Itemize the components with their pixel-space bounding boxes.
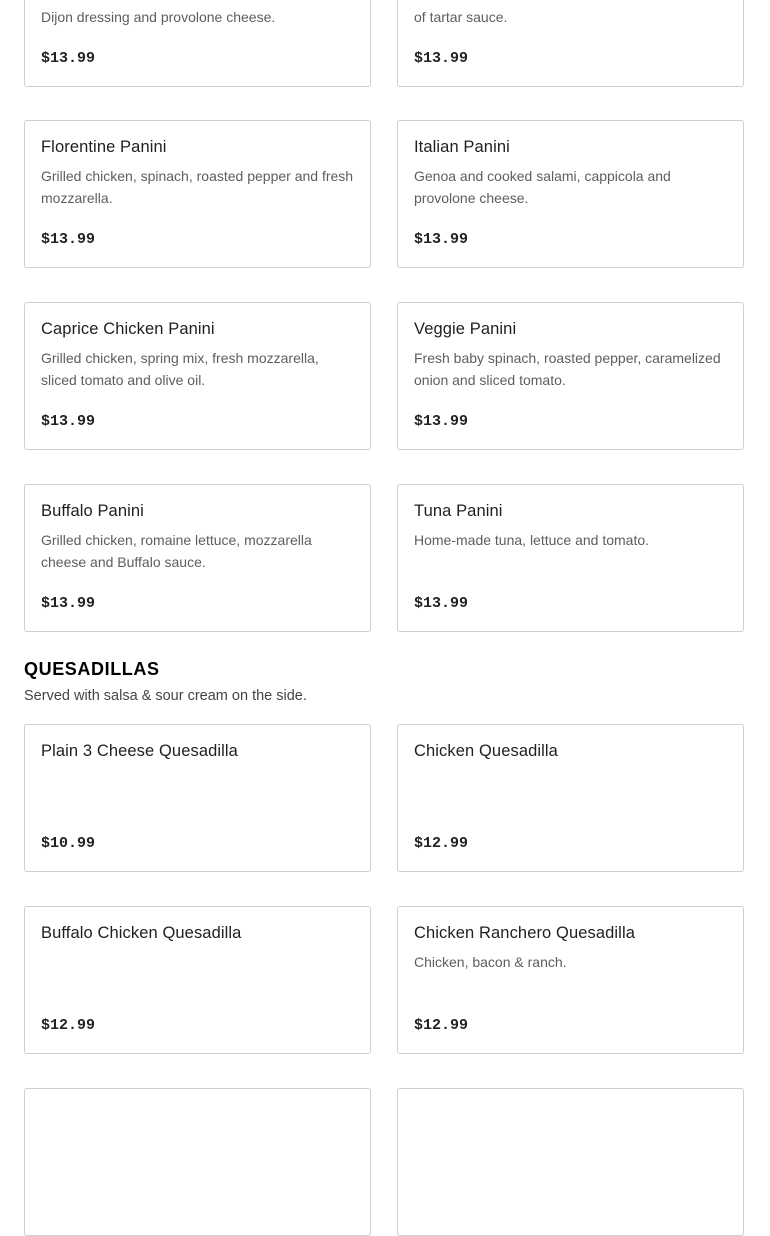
menu-item-description: Grilled chicken, spinach, roasted pepper and fresh mozzarella. bbox=[41, 168, 354, 206]
menu-item-name: Veggie Panini bbox=[414, 320, 517, 338]
menu-item-price: $13.99 bbox=[414, 595, 469, 612]
menu-item-name: Italian Panini bbox=[414, 138, 510, 156]
menu-item-description: Chicken, bacon & ranch. bbox=[414, 954, 567, 970]
menu-item-description: Dijon dressing and provolone cheese. bbox=[41, 9, 276, 25]
menu-item-description: of tartar sauce. bbox=[414, 9, 508, 25]
menu-item-card[interactable] bbox=[24, 1088, 371, 1236]
menu-item-card[interactable] bbox=[24, 724, 371, 872]
menu-item-card[interactable] bbox=[397, 906, 744, 1054]
menu-item-card[interactable] bbox=[397, 1088, 744, 1236]
menu-item-card[interactable] bbox=[24, 484, 371, 632]
menu-item-card[interactable] bbox=[24, 906, 371, 1054]
menu-item-card[interactable] bbox=[397, 0, 744, 87]
menu-item-card[interactable] bbox=[24, 120, 371, 268]
menu-item-price: $12.99 bbox=[414, 835, 469, 852]
menu-item-name: Chicken Quesadilla bbox=[414, 742, 558, 760]
menu-item-price: $13.99 bbox=[41, 231, 96, 248]
menu-item-card[interactable] bbox=[397, 302, 744, 450]
menu-item-price: $13.99 bbox=[414, 50, 469, 67]
menu-item-card[interactable] bbox=[24, 302, 371, 450]
menu-item-description: Genoa and cooked salami, cappicola and provolone cheese. bbox=[414, 168, 671, 206]
menu-item-name: Tuna Panini bbox=[414, 502, 503, 520]
menu-item-description: Fresh baby spinach, roasted pepper, caramelized onion and sliced tomato. bbox=[414, 350, 721, 388]
menu-item-card[interactable] bbox=[397, 484, 744, 632]
menu-item-price: $13.99 bbox=[41, 595, 96, 612]
menu-item-name: Chicken Ranchero Quesadilla bbox=[414, 924, 635, 942]
menu-item-description: Home-made tuna, lettuce and tomato. bbox=[414, 532, 650, 548]
section-subtitle: Served with salsa & sour cream on the side. bbox=[24, 688, 307, 704]
menu-item-price: $13.99 bbox=[41, 413, 96, 430]
menu-item-name: Florentine Panini bbox=[41, 138, 167, 156]
menu-item-description: Grilled chicken, romaine lettuce, mozzarella cheese and Buffalo sauce. bbox=[41, 532, 312, 570]
menu-item-price: $13.99 bbox=[414, 413, 469, 430]
menu-item-price: $13.99 bbox=[414, 231, 469, 248]
menu-item-card[interactable] bbox=[24, 0, 371, 87]
menu-item-price: $10.99 bbox=[41, 835, 96, 852]
menu-item-name: Plain 3 Cheese Quesadilla bbox=[41, 742, 238, 760]
menu-item-description: Grilled chicken, spring mix, fresh mozzarella, sliced tomato and olive oil. bbox=[41, 350, 319, 388]
menu-item-name: Caprice Chicken Panini bbox=[41, 320, 215, 338]
menu-item-card[interactable] bbox=[397, 120, 744, 268]
menu-item-name: Buffalo Panini bbox=[41, 502, 144, 520]
menu-item-card[interactable] bbox=[397, 724, 744, 872]
menu-item-price: $12.99 bbox=[414, 1017, 469, 1034]
menu-item-name: Buffalo Chicken Quesadilla bbox=[41, 924, 242, 942]
menu-item-price: $12.99 bbox=[41, 1017, 96, 1034]
section-title: QUESADILLAS bbox=[24, 659, 160, 679]
menu-item-price: $13.99 bbox=[41, 50, 96, 67]
